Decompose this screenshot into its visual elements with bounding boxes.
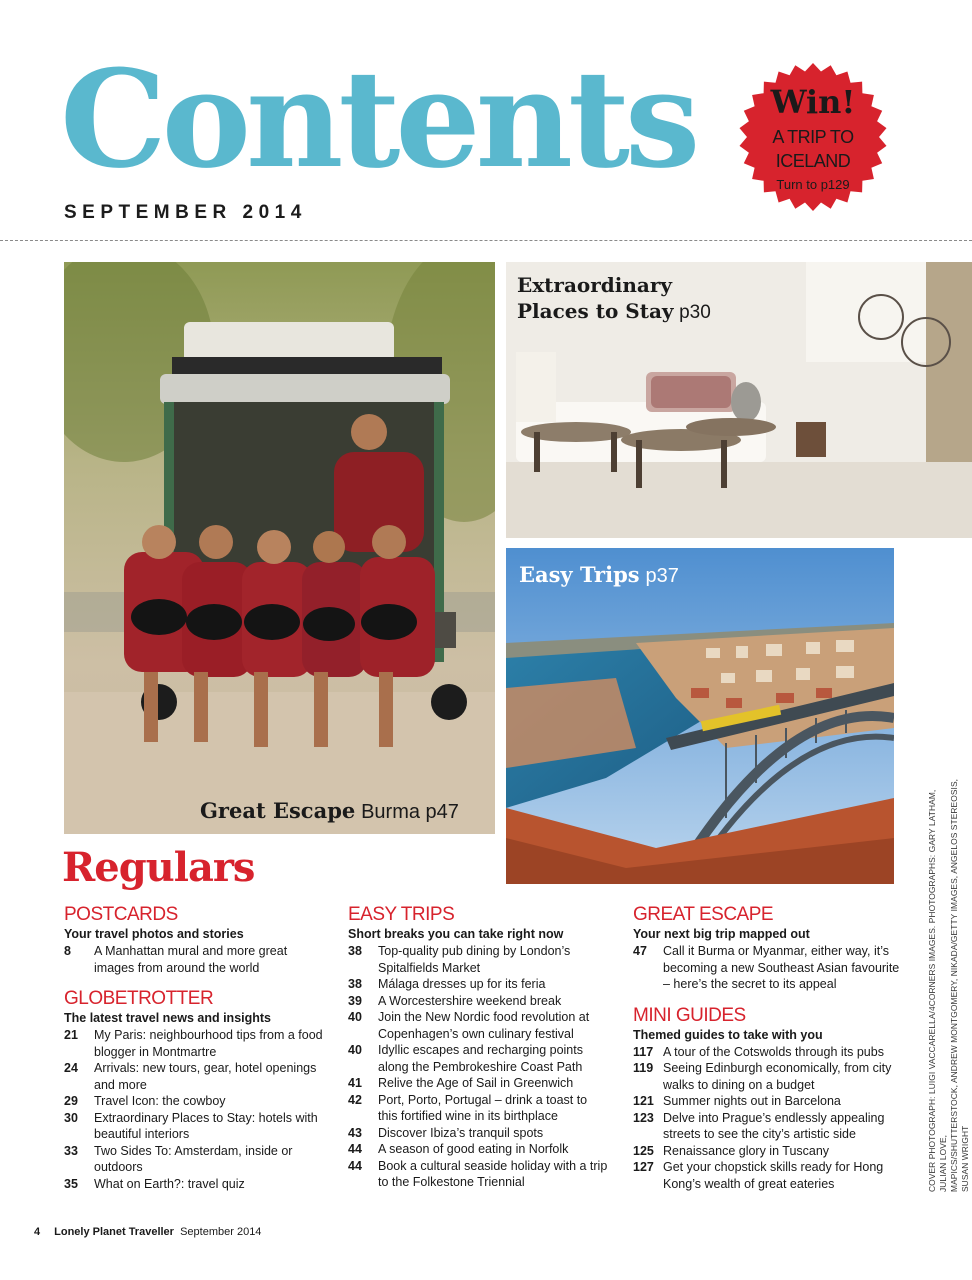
entry-text: Idyllic escapes and recharging points along the Pembrokeshire Coast Path bbox=[378, 1043, 583, 1074]
entry-page: 38 bbox=[348, 977, 362, 991]
entry-page: 39 bbox=[348, 993, 362, 1008]
contents-entry[interactable] bbox=[348, 1042, 608, 1075]
contents-entry[interactable] bbox=[64, 943, 324, 976]
easy-trips-title: Easy Trips bbox=[519, 562, 640, 587]
entry-page: 30 bbox=[64, 1110, 78, 1125]
contents-entry[interactable] bbox=[633, 1060, 908, 1093]
contents-entry[interactable] bbox=[64, 1176, 324, 1193]
places-title-line2: Places to Stay bbox=[517, 299, 674, 323]
contents-entry[interactable] bbox=[64, 1060, 324, 1093]
section-subtitle: The latest travel news and insights bbox=[64, 1011, 272, 1025]
entry-page: 121 bbox=[633, 1094, 654, 1108]
entry-text: A Manhattan mural and more great images from around the world bbox=[94, 944, 288, 975]
contents-entry[interactable] bbox=[348, 1158, 608, 1191]
easy-trips-photo[interactable] bbox=[506, 548, 894, 884]
contents-entry[interactable] bbox=[348, 1141, 608, 1158]
contents-entry[interactable] bbox=[633, 1159, 908, 1192]
entry-text: Relive the Age of Sail in Greenwich bbox=[378, 1076, 574, 1090]
page-footer bbox=[34, 1226, 261, 1238]
easy-trips-caption bbox=[519, 562, 679, 588]
entry-page: 35 bbox=[64, 1176, 78, 1191]
contents-entry[interactable] bbox=[633, 943, 908, 993]
section-great-escape bbox=[633, 904, 908, 993]
entry-page: 41 bbox=[348, 1076, 362, 1090]
entry-page: 33 bbox=[64, 1143, 78, 1158]
entry-text: Málaga dresses up for its feria bbox=[378, 977, 546, 991]
section-subtitle: Themed guides to take with you bbox=[633, 1027, 823, 1042]
entry-page: 119 bbox=[633, 1061, 654, 1075]
photo-credits bbox=[927, 762, 971, 1192]
entry-text: Port, Porto, Portugal – drink a toast to this fortified wine in its birthplace bbox=[378, 1092, 588, 1123]
contents-entry[interactable] bbox=[64, 1027, 324, 1060]
entry-text: Discover Ibiza’s tranquil spots bbox=[378, 1125, 544, 1140]
win-badge-title: Win! bbox=[770, 83, 856, 121]
magazine-name: Lonely Planet Traveller bbox=[54, 1226, 174, 1238]
entry-text: Arrivals: new tours, gear, hotel openings and more bbox=[94, 1061, 317, 1092]
entry-page: 127 bbox=[633, 1160, 654, 1174]
section-easy-trips bbox=[348, 904, 608, 1191]
win-badge[interactable] bbox=[738, 62, 888, 212]
entry-text: My Paris: neighbourhood tips from a food blogger in Montmartre bbox=[94, 1028, 323, 1059]
entry-page: 8 bbox=[64, 944, 71, 958]
section-title[interactable]: GLOBETROTTER bbox=[64, 988, 214, 1009]
monks-tuktuk-image bbox=[64, 262, 495, 834]
footer-issue: September 2014 bbox=[180, 1226, 262, 1238]
entry-text: A season of good eating in Norfolk bbox=[378, 1142, 569, 1156]
section-mini-guides bbox=[633, 1005, 908, 1193]
entry-page: 125 bbox=[633, 1143, 654, 1158]
page-number: 4 bbox=[34, 1226, 41, 1238]
great-escape-title: Great Escape bbox=[200, 798, 356, 823]
contents-entry[interactable] bbox=[64, 1093, 324, 1110]
contents-entry[interactable] bbox=[348, 993, 608, 1010]
entry-text: A tour of the Cotswolds through its pubs bbox=[663, 1044, 884, 1059]
section-subtitle: Your next big trip mapped out bbox=[633, 927, 810, 941]
entry-page: 38 bbox=[348, 944, 362, 958]
entry-page: 44 bbox=[348, 1142, 362, 1156]
contents-entry[interactable] bbox=[633, 1143, 908, 1160]
regulars-heading: Regulars bbox=[62, 844, 255, 891]
section-title[interactable]: EASY TRIPS bbox=[348, 904, 455, 925]
section-globetrotter bbox=[64, 988, 324, 1192]
places-title-line1: Extraordinary bbox=[517, 273, 673, 297]
entry-page: 24 bbox=[64, 1061, 78, 1075]
contents-entry[interactable] bbox=[64, 1143, 324, 1176]
entry-page: 123 bbox=[633, 1110, 654, 1125]
contents-entry[interactable] bbox=[348, 943, 608, 976]
entry-text: Renaissance glory in Tuscany bbox=[663, 1143, 830, 1158]
entry-text: Join the New Nordic food revolution at Copenhagen’s own culinary festival bbox=[378, 1010, 590, 1041]
contents-entry[interactable] bbox=[348, 976, 608, 993]
places-page: p30 bbox=[679, 302, 711, 323]
section-subtitle: Short breaks you can take right now bbox=[348, 927, 564, 941]
entry-text: Two Sides To: Amsterdam, inside or outdoors bbox=[94, 1143, 293, 1174]
entry-text: Seeing Edinburgh economically, from city walks to dining on a budget bbox=[663, 1061, 892, 1092]
entry-page: 40 bbox=[348, 1043, 362, 1057]
credits-line1: COVER PHOTOGRAPH: LUIGI VACCARELLA/4CORNERS IMAGES. PHOTOGRAPHS: GARY LATHAM, JULIAN LOVE, bbox=[927, 789, 948, 1192]
issue-date: SEPTEMBER 2014 bbox=[64, 202, 307, 223]
win-badge-line2: ICELAND bbox=[775, 151, 851, 171]
column-left bbox=[64, 904, 324, 1192]
entry-text: A Worcestershire weekend break bbox=[378, 993, 562, 1008]
win-badge-line1: A TRIP TO bbox=[772, 127, 854, 147]
great-escape-caption bbox=[200, 798, 459, 824]
great-escape-photo[interactable] bbox=[64, 262, 495, 834]
contents-entry[interactable] bbox=[348, 1075, 608, 1092]
places-to-stay-caption bbox=[517, 272, 817, 326]
column-right bbox=[633, 904, 908, 1192]
contents-entry[interactable] bbox=[348, 1092, 608, 1125]
entry-page: 43 bbox=[348, 1125, 362, 1140]
contents-entry[interactable] bbox=[64, 1110, 324, 1143]
section-title[interactable]: POSTCARDS bbox=[64, 904, 178, 925]
contents-entry[interactable] bbox=[633, 1110, 908, 1143]
easy-trips-page: p37 bbox=[645, 565, 679, 587]
contents-entry[interactable] bbox=[348, 1009, 608, 1042]
entry-text: Top-quality pub dining by London’s Spitalfields Market bbox=[378, 944, 571, 975]
contents-entry[interactable] bbox=[348, 1125, 608, 1142]
section-postcards bbox=[64, 904, 324, 976]
entry-text: Summer nights out in Barcelona bbox=[663, 1094, 841, 1108]
column-middle bbox=[348, 904, 608, 1191]
entry-text: Book a cultural seaside holiday with a trip to the Folkestone Triennial bbox=[378, 1158, 608, 1189]
entry-text: Travel Icon: the cowboy bbox=[94, 1094, 226, 1108]
header-divider bbox=[0, 240, 972, 241]
contents-entry[interactable] bbox=[633, 1093, 908, 1110]
great-escape-page: Burma p47 bbox=[361, 801, 459, 823]
entry-page: 117 bbox=[633, 1044, 654, 1059]
win-badge-page: Turn to p129 bbox=[776, 177, 850, 192]
credits-line2: MAPICS/SHUTTERSTOCK, ANDREW MONTGOMERY, NIKADA/GETTY IMAGES, ANGELOS STEREOSIS, SUSAN WRIGHT bbox=[949, 778, 970, 1192]
entry-page: 21 bbox=[64, 1028, 78, 1042]
entry-text: Get your chopstick skills ready for Hong Kong’s wealth of great eateries bbox=[663, 1160, 884, 1191]
entry-text: What on Earth?: travel quiz bbox=[94, 1176, 245, 1191]
entry-text: Delve into Prague’s endlessly appealing streets to see the city’s artistic side bbox=[663, 1110, 885, 1141]
entry-page: 47 bbox=[633, 944, 647, 958]
entry-page: 44 bbox=[348, 1158, 362, 1173]
entry-page: 42 bbox=[348, 1092, 362, 1107]
contents-entry[interactable] bbox=[633, 1044, 908, 1061]
section-title[interactable]: GREAT ESCAPE bbox=[633, 904, 774, 925]
entry-text: Call it Burma or Myanmar, either way, it’s becoming a new Southeast Asian favourite – here’s the secret to its appeal bbox=[663, 944, 900, 991]
section-subtitle: Your travel photos and stories bbox=[64, 927, 244, 941]
porto-bridge-image bbox=[506, 548, 894, 884]
entry-page: 29 bbox=[64, 1094, 78, 1108]
places-to-stay-photo[interactable] bbox=[506, 262, 972, 538]
entry-text: Extraordinary Places to Stay: hotels with beautiful interiors bbox=[94, 1110, 318, 1141]
page-title: Contents bbox=[60, 40, 696, 198]
section-title[interactable]: MINI GUIDES bbox=[633, 1004, 746, 1026]
entry-page: 40 bbox=[348, 1010, 362, 1024]
